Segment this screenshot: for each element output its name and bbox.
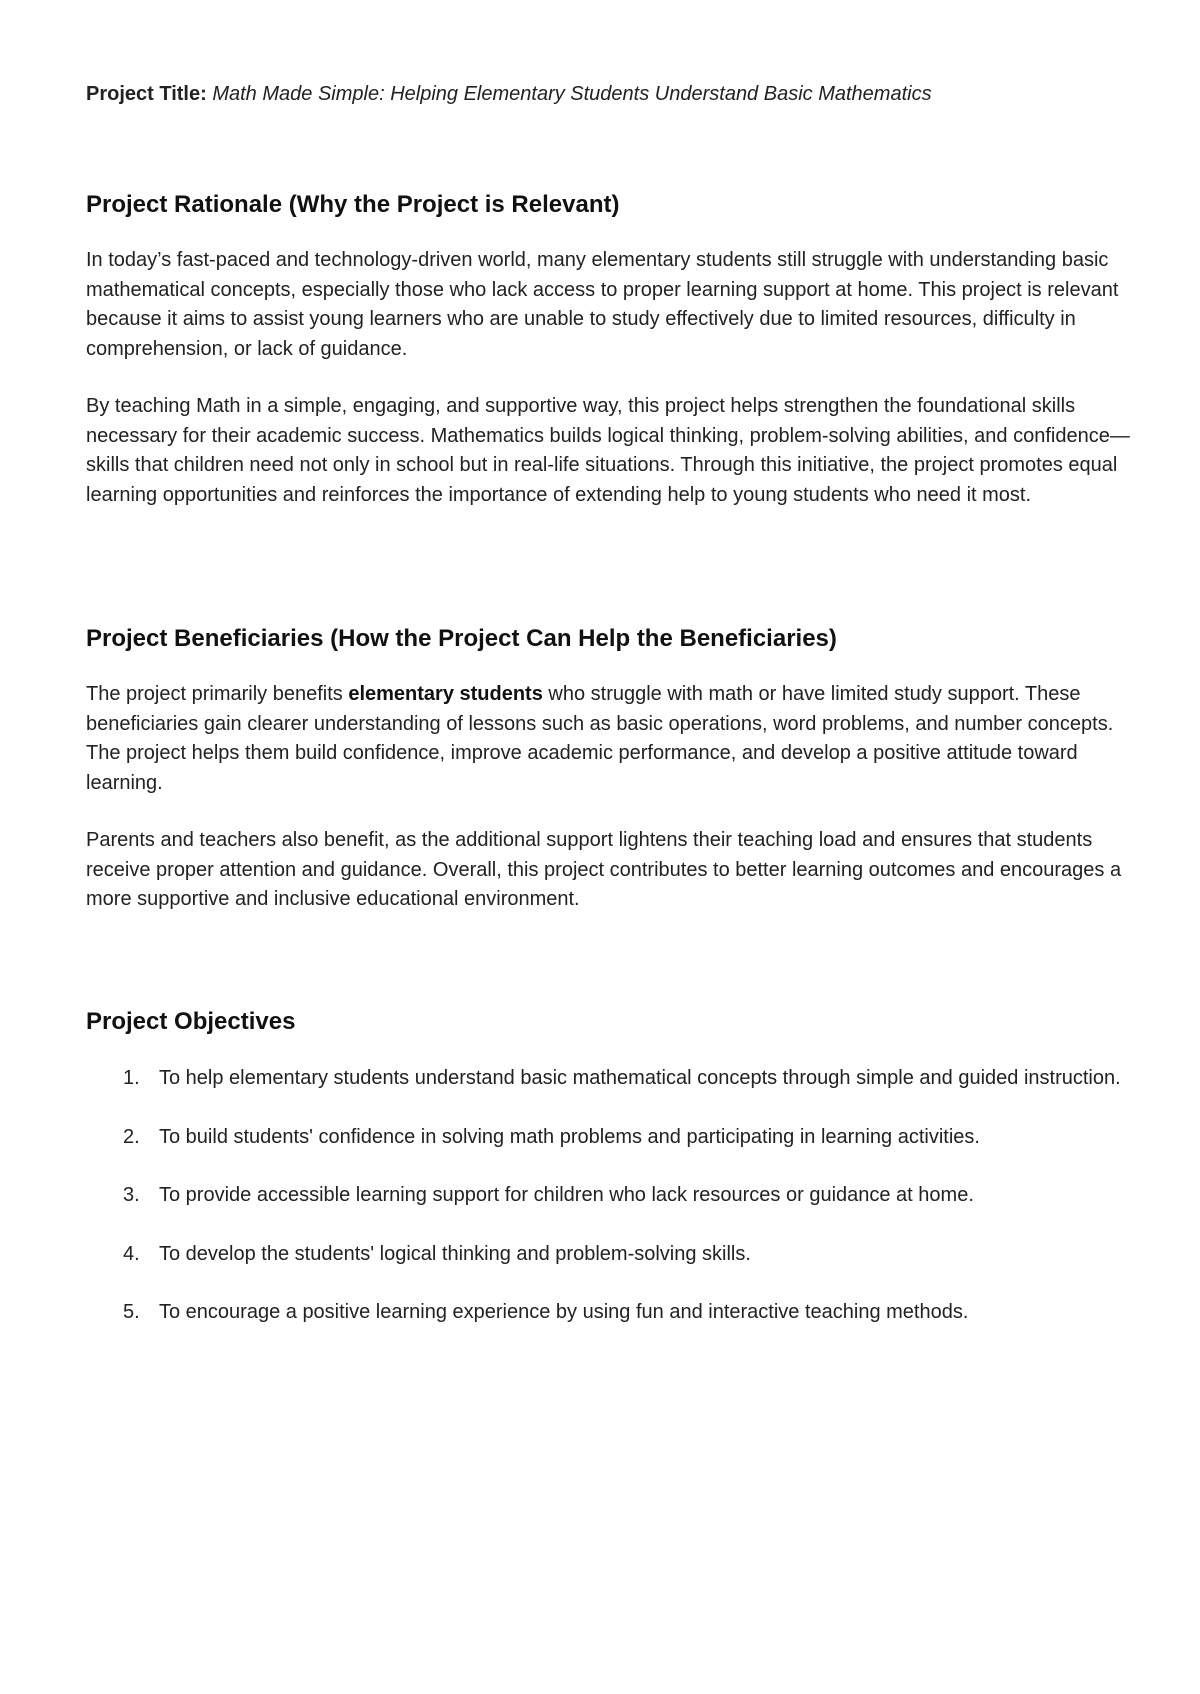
objective-text: To build students' confidence in solving math problems and participating in learning activities.	[159, 1125, 980, 1148]
objective-number: 3.	[123, 1184, 140, 1206]
project-title-label: Project Title:	[86, 83, 207, 105]
objective-text: To provide accessible learning support for children who lack resources or guidance at home.	[159, 1184, 974, 1206]
objective-item	[86, 1181, 1130, 1211]
rationale-paragraph-2: By teaching Math in a simple, engaging, and supportive way, this project helps strengthen the foundational skills necessary for their academic success. Mathematics builds logical thinking, problem-solving abilities, and confidence—skills that children need not only in school but in real-life situations. Through this initiative, the project promotes equal learning opportunities and reinforces the importance of extending help to young students who need it most.	[86, 395, 1130, 506]
beneficiaries-p1-bold: elementary students	[348, 683, 543, 705]
objective-number: 1.	[123, 1067, 140, 1089]
beneficiaries-p1-start: The project primarily benefits	[86, 683, 349, 705]
beneficiaries-heading: Project Beneficiaries (How the Project Can Help the Beneficiaries)	[86, 625, 837, 652]
project-title-line	[86, 80, 932, 108]
objective-number: 2.	[123, 1125, 140, 1148]
objective-item	[86, 1298, 1130, 1328]
objective-text: To develop the students' logical thinking and problem-solving skills.	[159, 1242, 751, 1265]
rationale-heading: Project Rationale (Why the Project is Relevant)	[86, 191, 620, 218]
objectives-list	[86, 1064, 1130, 1357]
objective-text: To help elementary students understand basic mathematical concepts through simple and guided instruction.	[159, 1067, 1121, 1089]
objective-number: 4.	[123, 1242, 140, 1265]
rationale-paragraph-1: In today’s fast-paced and technology-driven world, many elementary students still struggle with understanding basic mathematical concepts, especially those who lack access to proper learning support at home. This project is relevant because it aims to assist young learners who are unable to study effectively due to limited resources, difficulty in comprehension, or lack of guidance.	[86, 249, 1119, 360]
objective-item	[86, 1240, 1130, 1270]
objective-item	[86, 1064, 1130, 1094]
beneficiaries-paragraph-1	[86, 680, 1130, 798]
objectives-heading: Project Objectives	[86, 1008, 296, 1035]
beneficiaries-p1-end: who struggle with math or have limited study support. These beneficiaries gain clearer understanding of lessons such as basic operations, word problems, and number concepts. The project helps them build confidence, improve academic performance, and develop a positive attitude toward learning.	[86, 683, 1114, 794]
project-title-text: Math Made Simple: Helping Elementary Students Understand Basic Mathematics	[212, 83, 932, 105]
objective-item	[86, 1123, 1130, 1153]
objective-text: To encourage a positive learning experience by using fun and interactive teaching methods.	[159, 1301, 969, 1323]
beneficiaries-paragraph-2: Parents and teachers also benefit, as the additional support lightens their teaching load and ensures that students receive proper attention and guidance. Overall, this project contributes to better learning outcomes and encourages a more supportive and inclusive educational environment.	[86, 829, 1122, 910]
objective-number: 5.	[123, 1301, 140, 1323]
